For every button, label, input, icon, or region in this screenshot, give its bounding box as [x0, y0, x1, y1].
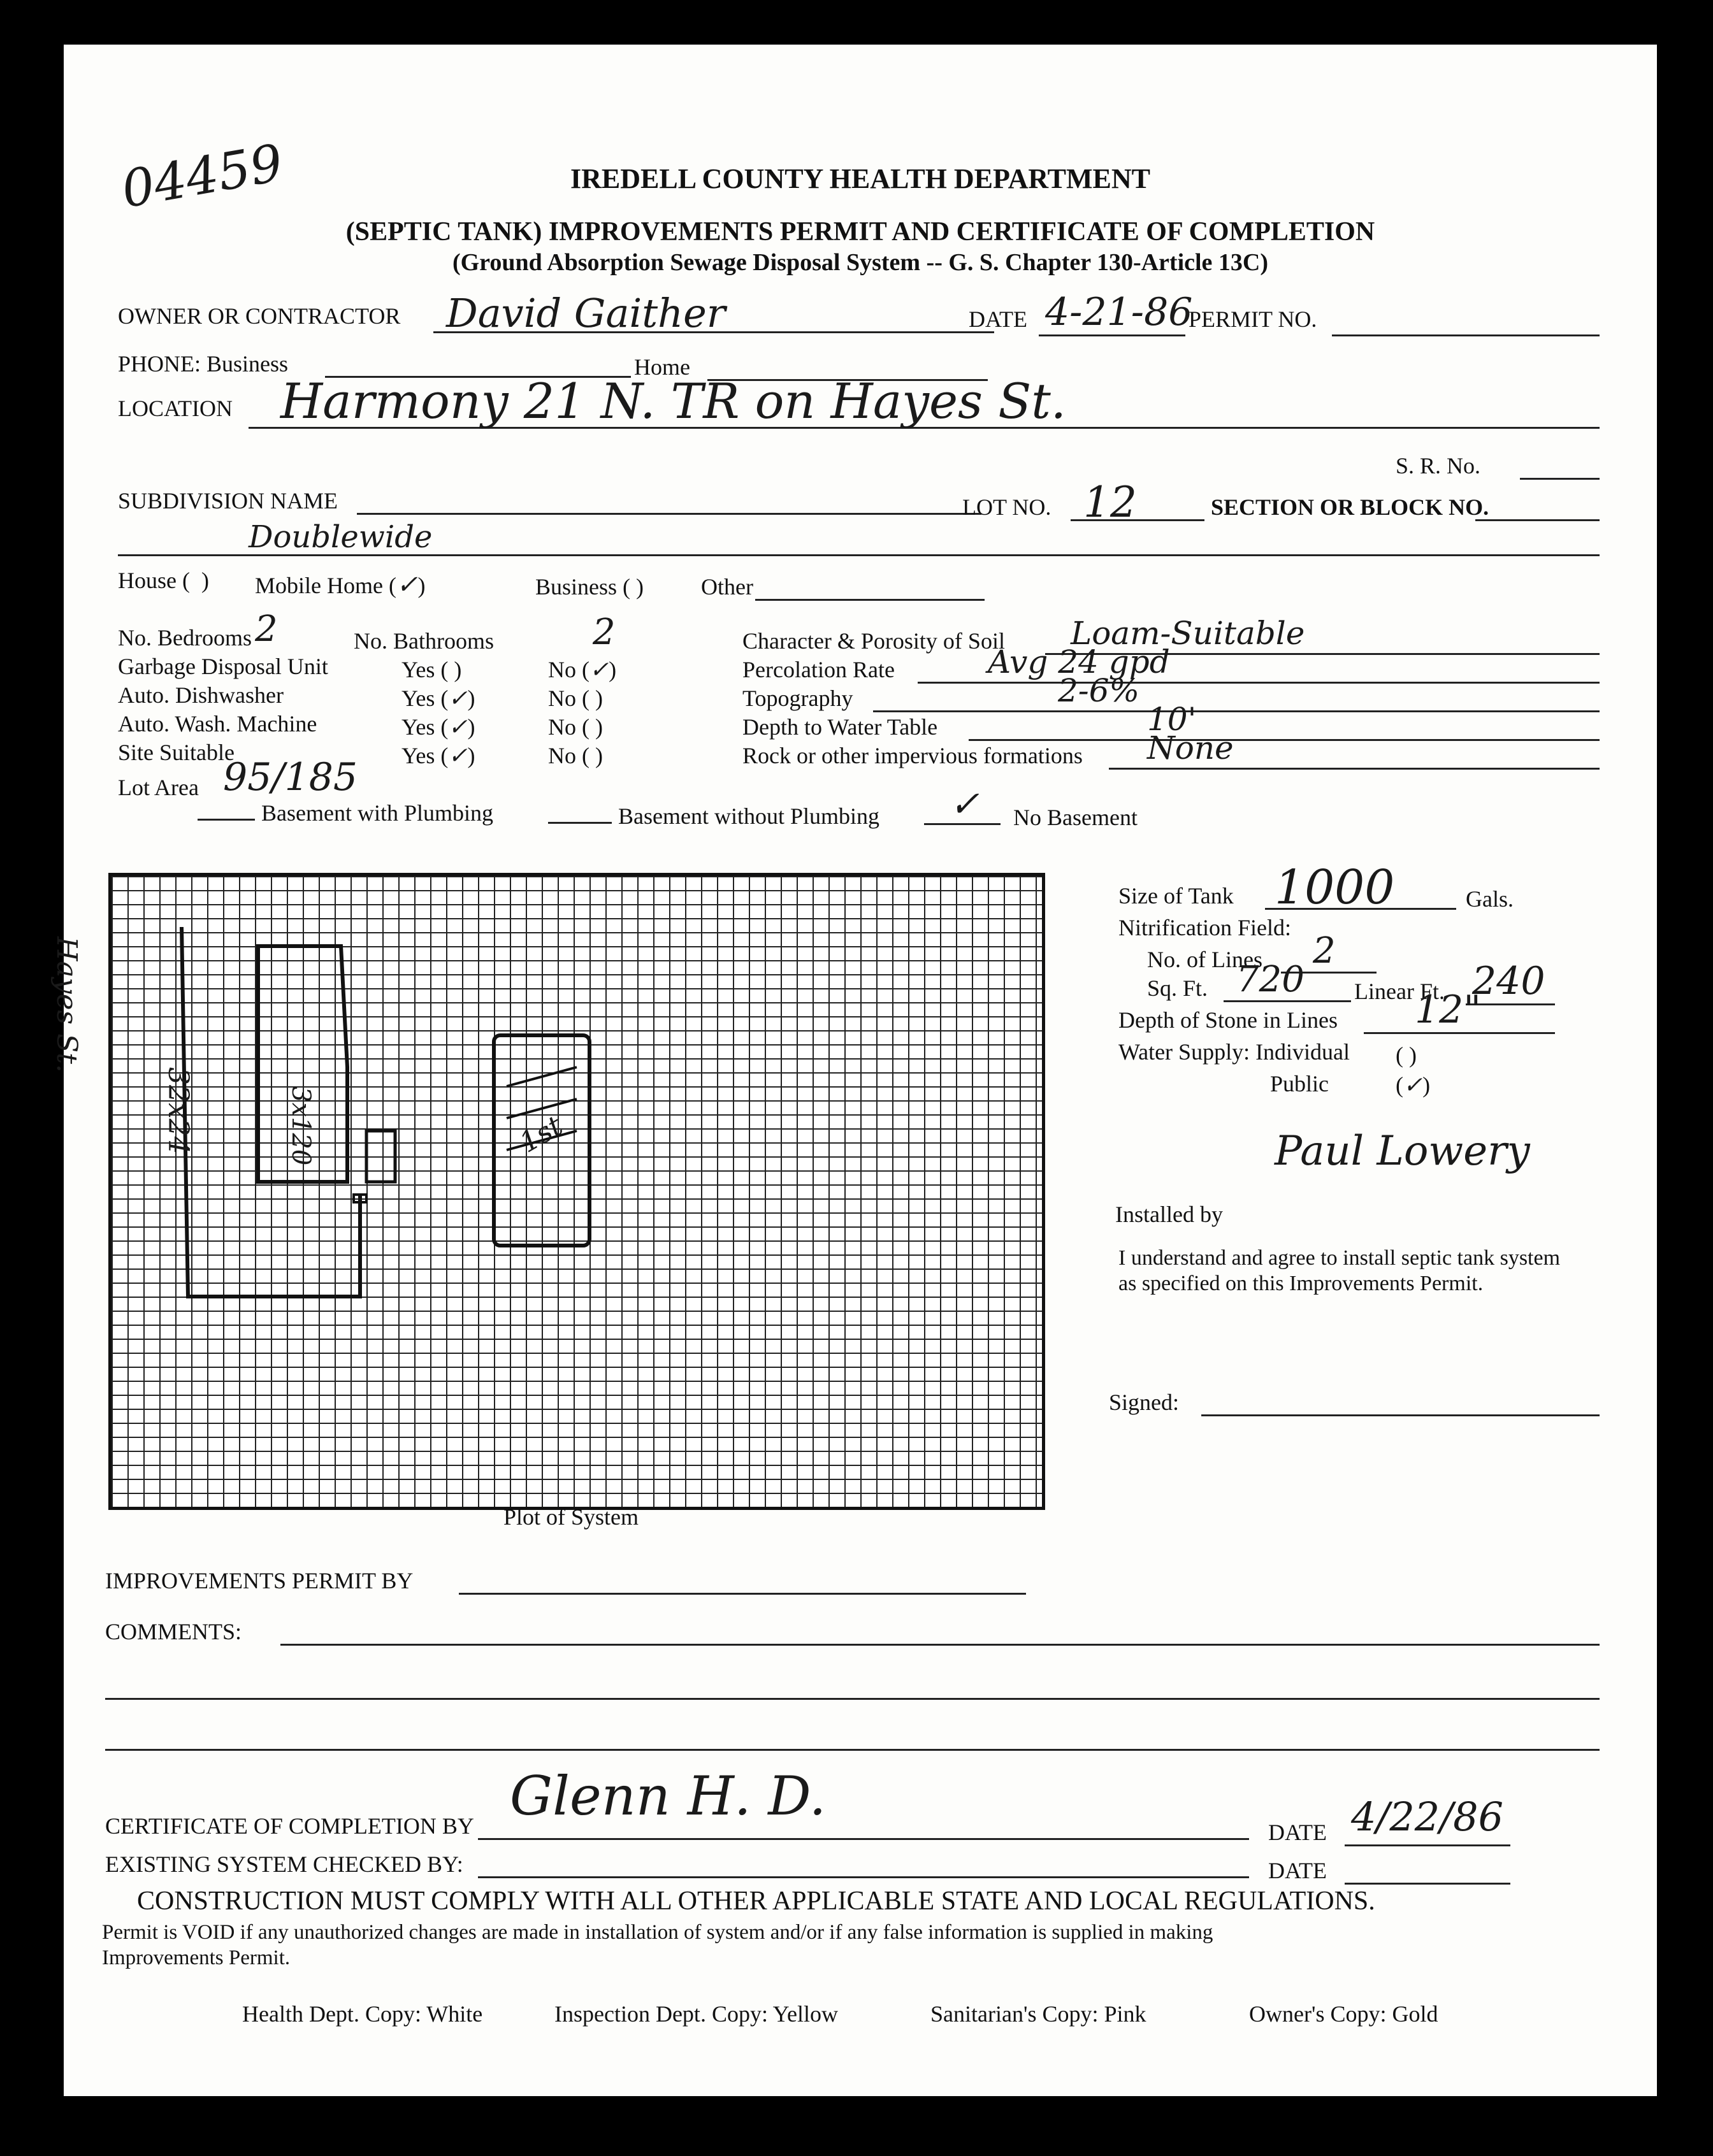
plot-label-house: 32x24 [162, 1067, 194, 1154]
water-supply-label: Water Supply: Individual [1118, 1039, 1350, 1065]
department-heading: IREDELL COUNTY HEALTH DEPARTMENT [570, 163, 1150, 194]
owner-value: David Gaither [446, 290, 726, 336]
lot-area-value: 95/185 [223, 755, 358, 800]
mobile-home-option [255, 570, 425, 600]
rock-label: Rock or other impervious formations [742, 743, 1083, 768]
signed-line [1201, 1414, 1600, 1416]
site-suitable-yes-label: Yes ( [401, 743, 449, 768]
signed-label: Signed: [1109, 1390, 1180, 1415]
date-value: 4-21-86 [1045, 290, 1193, 334]
water-supply-individual-box: ( ) [1396, 1042, 1417, 1068]
form-subtitle: (Ground Absorption Sewage Disposal System -- G. S. Chapter 130-Article 13C) [452, 249, 1269, 276]
dishwasher-yes-close: ) [467, 686, 475, 711]
lot-no-value: 12 [1083, 478, 1137, 527]
linear-ft-label: Linear Ft. [1354, 979, 1445, 1004]
dishwasher-label: Auto. Dishwasher [118, 682, 284, 708]
basement-without-label: Basement without Plumbing [618, 803, 879, 829]
percolation-line [918, 682, 1600, 684]
sr-no-line [1520, 478, 1600, 480]
lot-no-label: LOT NO. [962, 494, 1052, 520]
bedrooms-label: No. Bedrooms [118, 625, 252, 650]
percolation-value: Avg 24 gpd [988, 643, 1170, 680]
certificate-date-label: DATE [1268, 1820, 1327, 1845]
soil-character-value: Loam-Suitable [1071, 615, 1305, 652]
wash-machine-no: No ( ) [548, 714, 603, 740]
certificate-date-line [1345, 1844, 1510, 1846]
nitrification-label: Nitrification Field: [1118, 915, 1291, 940]
house-label: House ( [118, 568, 190, 593]
basement-with-label: Basement with Plumbing [261, 800, 493, 826]
site-suitable-yes-check: ✓ [448, 743, 468, 769]
compliance-notice: CONSTRUCTION MUST COMPLY WITH ALL OTHER APPLICABLE STATE AND LOCAL REGULATIONS. [137, 1886, 1375, 1916]
soil-character-label: Character & Porosity of Soil [742, 628, 1005, 654]
permit-no-line [1332, 334, 1600, 336]
improvements-permit-line [459, 1593, 1026, 1595]
void-notice-line-1: Permit is VOID if any unauthorized changes are made in installation of system and/or if any false information is supplied in making [102, 1921, 1213, 1944]
phone-home-label: Home [634, 354, 690, 380]
document-number: 04459 [117, 133, 287, 220]
sqft-label: Sq. Ft. [1147, 975, 1208, 1001]
existing-system-label: EXISTING SYSTEM CHECKED BY: [105, 1851, 463, 1877]
location-value: Harmony 21 N. TR on Hayes St. [280, 373, 1066, 429]
existing-system-line [478, 1876, 1249, 1878]
house-option [118, 567, 209, 594]
dishwasher-no: No ( ) [548, 686, 603, 711]
garbage-no-close: ) [609, 657, 617, 682]
tank-size-label: Size of Tank [1118, 883, 1234, 909]
form-title: (SEPTIC TANK) IMPROVEMENTS PERMIT AND CERTIFICATE OF COMPLETION [345, 217, 1375, 247]
installed-by-label: Installed by [1115, 1202, 1223, 1227]
bathrooms-value: 2 [593, 612, 616, 653]
sqft-line [1224, 1000, 1351, 1002]
rock-line [1109, 768, 1600, 770]
garbage-no-check: ✓ [589, 657, 609, 683]
site-suitable-no: No ( ) [548, 743, 603, 768]
section-block-line [1475, 519, 1600, 521]
tank-size-unit: Gals. [1466, 886, 1514, 912]
permit-no-label: PERMIT NO. [1189, 306, 1317, 332]
existing-date-line [1345, 1883, 1510, 1885]
rock-value: None [1147, 729, 1234, 766]
owner-label: OWNER OR CONTRACTOR [118, 303, 401, 329]
lines-value: 2 [1313, 930, 1336, 972]
location-label: LOCATION [118, 396, 233, 421]
plot-label-tank: 3x120 [286, 1086, 315, 1166]
dishwasher-yes-label: Yes ( [401, 686, 449, 711]
other-line [755, 599, 985, 601]
certificate-label: CERTIFICATE OF COMPLETION BY [105, 1813, 474, 1839]
no-basement-label: No Basement [1013, 805, 1138, 830]
plot-grid [108, 873, 1045, 1510]
mobile-home-close: ) [417, 573, 426, 598]
plot-side-note: Hayes St. [50, 937, 83, 1073]
tank-size-value: 1000 [1275, 860, 1395, 915]
water-table-value: 10' [1147, 701, 1197, 738]
topography-value: 2-6% [1058, 672, 1140, 709]
stone-depth-line [1364, 1032, 1555, 1034]
other-label: Other [701, 574, 753, 600]
public-close: ) [1422, 1072, 1431, 1098]
garbage-no-label: No ( [548, 657, 589, 682]
plot-sketch [112, 876, 1042, 1507]
subdivision-label: SUBDIVISION NAME [118, 488, 338, 514]
bedrooms-value: 2 [255, 608, 278, 650]
subdivision-note: Doublewide [249, 519, 433, 555]
no-basement-check: ✓ [950, 784, 979, 825]
plot-caption: Plot of System [503, 1504, 639, 1530]
void-notice-line-2: Improvements Permit. [102, 1946, 291, 1969]
plot-label-field: 1st [514, 1109, 568, 1160]
date-line [1039, 334, 1185, 336]
site-suitable-yes-close: ) [467, 743, 475, 768]
comments-label: COMMENTS: [105, 1619, 242, 1644]
certificate-date-value: 4/22/86 [1351, 1793, 1504, 1840]
public-open: ( [1396, 1072, 1403, 1098]
topography-label: Topography [742, 686, 853, 711]
bathrooms-label: No. Bathrooms [354, 628, 494, 654]
business-option: Business ( ) [535, 574, 644, 600]
basement-with-line [198, 819, 255, 821]
dishwasher-yes-check: ✓ [448, 686, 468, 712]
wash-machine-yes-close: ) [467, 714, 475, 740]
copy-health-dept: Health Dept. Copy: White [242, 2001, 483, 2027]
stone-depth-value: 12" [1415, 988, 1481, 1032]
lot-area-label: Lot Area [118, 775, 199, 800]
site-suitable-yes [401, 742, 475, 769]
percolation-label: Percolation Rate [742, 657, 895, 682]
mobile-home-label: Mobile Home ( [255, 573, 396, 598]
dishwasher-yes [401, 685, 475, 712]
wash-machine-yes-label: Yes ( [401, 714, 449, 740]
installer-agreement: I understand and agree to install septic tank system as specified on this Improvements Permit. [1118, 1246, 1561, 1295]
garbage-yes: Yes ( ) [401, 657, 462, 682]
improvements-permit-label: IMPROVEMENTS PERMIT BY [105, 1568, 414, 1593]
permit-document [50, 45, 1657, 2096]
comments-line-3 [105, 1749, 1600, 1751]
copy-owner: Owner's Copy: Gold [1249, 2001, 1438, 2027]
water-table-label: Depth to Water Table [742, 714, 938, 740]
mobile-home-check: ✓ [396, 570, 418, 600]
comments-line-1 [280, 1644, 1600, 1646]
installer-signature: Paul Lowery [1275, 1128, 1530, 1175]
phone-business-label: PHONE: Business [118, 351, 289, 377]
linear-ft-value: 240 [1472, 959, 1545, 1003]
garbage-no [548, 656, 616, 683]
site-suitable-label: Site Suitable [118, 740, 235, 765]
certificate-line [478, 1838, 1249, 1840]
water-table-line [969, 739, 1600, 741]
garbage-disposal-label: Garbage Disposal Unit [118, 654, 328, 679]
copy-sanitarian: Sanitarian's Copy: Pink [930, 2001, 1146, 2027]
existing-date-label: DATE [1268, 1858, 1327, 1883]
sr-no-label: S. R. No. [1396, 453, 1481, 478]
section-block-label: SECTION OR BLOCK NO. [1211, 494, 1489, 520]
wash-machine-yes [401, 714, 475, 740]
stone-depth-label: Depth of Stone in Lines [1118, 1007, 1338, 1033]
lines-label: No. of Lines [1147, 947, 1262, 972]
water-supply-public-box [1396, 1072, 1430, 1098]
wash-machine-label: Auto. Wash. Machine [118, 711, 317, 737]
basement-without-line [548, 822, 612, 824]
sqft-value: 720 [1236, 959, 1305, 1000]
subdivision-line [357, 513, 981, 515]
topography-line [873, 710, 1600, 712]
house-close: ) [201, 568, 209, 593]
water-supply-public-label: Public [1270, 1071, 1329, 1096]
wash-machine-yes-check: ✓ [448, 714, 468, 740]
public-check: ✓ [1403, 1072, 1423, 1098]
copy-inspection-dept: Inspection Dept. Copy: Yellow [554, 2001, 838, 2027]
date-label: DATE [969, 306, 1027, 332]
comments-line-2 [105, 1698, 1600, 1700]
certificate-signature: Glenn H. D. [510, 1765, 827, 1827]
